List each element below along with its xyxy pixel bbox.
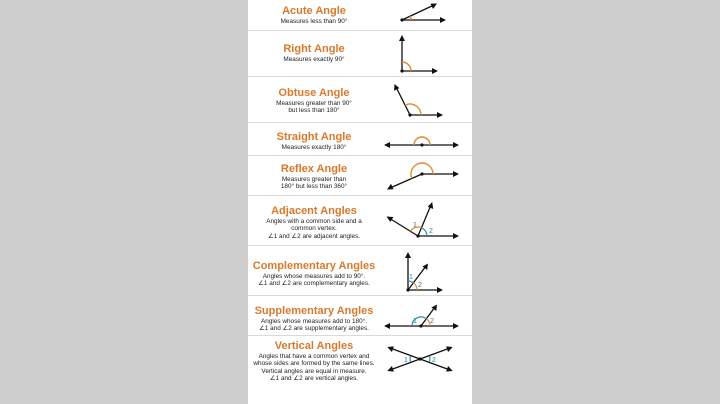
card-obtuse-angle xyxy=(248,77,472,123)
adjacent-label-1: 1 xyxy=(413,222,417,229)
supplementary-angles-diagram xyxy=(380,296,472,336)
supplementary-label-1: 1 xyxy=(413,318,417,325)
right-angle-title: Right Angle xyxy=(283,43,345,55)
reflex-angle-diagram xyxy=(380,156,472,196)
straight-angle-description: Measures exactly 180° xyxy=(281,144,347,151)
obtuse-angle-title: Obtuse Angle xyxy=(278,87,350,99)
card-reflex-angle xyxy=(248,156,472,196)
reflex-angle-description: Measures greater than 180° but less than 360° xyxy=(280,176,348,191)
complementary-label-2: 2 xyxy=(418,282,422,289)
complementary-angles-title: Complementary Angles xyxy=(252,260,376,272)
supplementary-label-2: 2 xyxy=(430,318,434,325)
reflex-angle-title: Reflex Angle xyxy=(280,163,348,175)
angles-reference-sheet xyxy=(248,0,472,404)
adjacent-label-2: 2 xyxy=(429,228,433,235)
straight-angle-title: Straight Angle xyxy=(276,131,352,143)
right-pillarbox xyxy=(472,0,720,404)
obtuse-angle-diagram xyxy=(380,77,472,123)
acute-angle-description: Measures less than 90° xyxy=(280,18,348,25)
vertical-label-2: 2 xyxy=(432,357,436,364)
card-complementary-angles xyxy=(248,246,472,296)
right-angle-description: Measures exactly 90° xyxy=(283,56,345,63)
supplementary-angles-title: Supplementary Angles xyxy=(254,305,374,317)
complementary-angles-diagram xyxy=(380,246,472,296)
complementary-angles-description: Angles whose measures add to 90°. ∠1 and ∠2 are complementary angles. xyxy=(258,273,370,288)
vertical-angles-description: Angles that have a common vertex and whose sides are formed by the same lines. Vertical angles are equal in measure. ∠1 and ∠2 are vertical angles. xyxy=(253,353,375,383)
adjacent-angles-diagram xyxy=(380,196,472,246)
card-straight-angle xyxy=(248,123,472,156)
adjacent-angles-title: Adjacent Angles xyxy=(271,205,357,217)
vertical-angles-diagram xyxy=(380,336,472,380)
acute-angle-diagram xyxy=(380,0,472,31)
card-right-angle xyxy=(248,31,472,77)
complementary-label-1: 1 xyxy=(409,274,413,281)
card-vertical-angles xyxy=(248,336,472,383)
card-supplementary-angles xyxy=(248,296,472,336)
left-pillarbox xyxy=(0,0,248,404)
card-acute-angle xyxy=(248,0,472,31)
obtuse-angle-description: Measures greater than 90° but less than 180° xyxy=(276,100,352,115)
acute-angle-title: Acute Angle xyxy=(282,5,346,17)
supplementary-angles-description: Angles whose measures add to 180°. ∠1 and ∠2 are supplementary angles. xyxy=(259,318,369,333)
vertical-label-1: 1 xyxy=(404,357,408,364)
adjacent-angles-description: Angles with a common side and a common vertex. ∠1 and ∠2 are adjacent angles. xyxy=(266,218,362,240)
vertical-angles-title: Vertical Angles xyxy=(274,340,354,352)
right-angle-diagram xyxy=(380,31,472,77)
card-adjacent-angles xyxy=(248,196,472,246)
straight-angle-diagram xyxy=(380,123,472,156)
